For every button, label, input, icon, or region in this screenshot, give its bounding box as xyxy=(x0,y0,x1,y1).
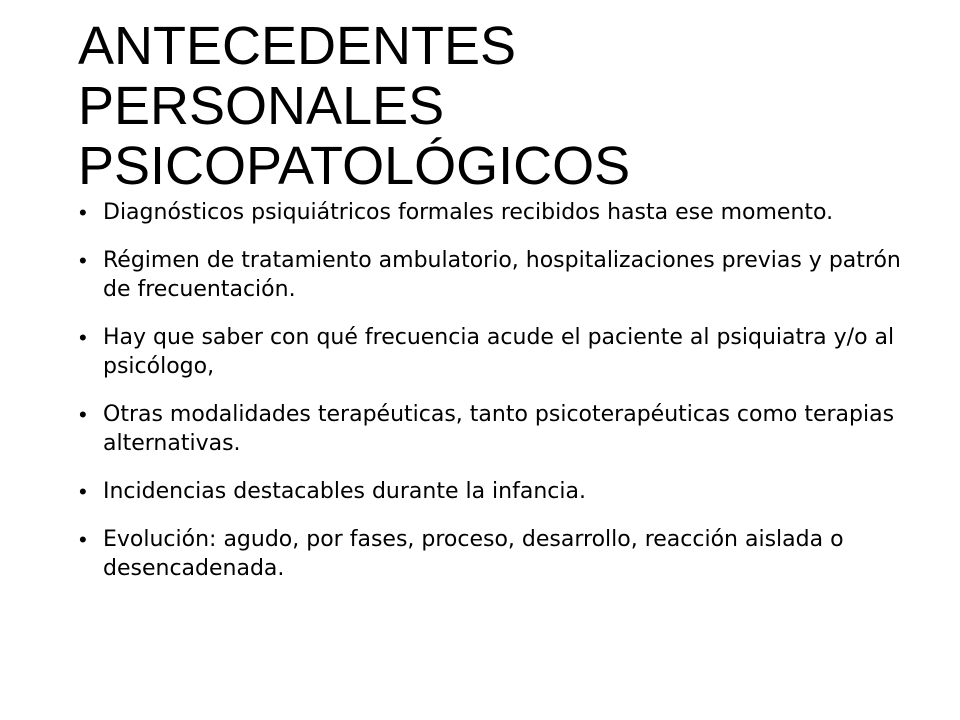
bullet-dot-icon: • xyxy=(79,527,87,552)
slide-title-line-3: PSICOPATOLÓGICOS xyxy=(78,136,631,196)
bullet-dot-icon: • xyxy=(79,479,87,504)
slide-title-line-1: ANTECEDENTES xyxy=(78,16,517,76)
slide-title-line-2: PERSONALES xyxy=(78,76,445,136)
bullet-text: Hay que saber con qué frecuencia acude el paciente al psiquiatra y/o al psicólogo, xyxy=(103,325,895,379)
bullet-item xyxy=(78,198,908,227)
bullet-text: Evolución: agudo, por fases, proceso, desarrollo, reacción aislada o desencadenada. xyxy=(103,527,844,581)
bullet-text: Otras modalidades terapéuticas, tanto psicoterapéuticas como terapias alternativas. xyxy=(103,402,895,456)
bullet-text: Incidencias destacables durante la infancia. xyxy=(103,479,586,504)
bullet-text: Diagnósticos psiquiátricos formales recibidos hasta ese momento. xyxy=(103,200,834,225)
bullet-item xyxy=(78,525,908,583)
bullet-item xyxy=(78,400,908,458)
bullet-text: Régimen de tratamiento ambulatorio, hospitalizaciones previas y patrón de frecuentación. xyxy=(103,248,901,302)
bullet-dot-icon: • xyxy=(79,325,87,350)
bullet-dot-icon: • xyxy=(79,200,87,225)
slide-title xyxy=(78,16,938,196)
bullet-dot-icon: • xyxy=(79,402,87,427)
bullet-item xyxy=(78,477,908,506)
bullet-dot-icon: • xyxy=(79,248,87,273)
bullet-list xyxy=(78,198,908,602)
bullet-item xyxy=(78,246,908,304)
bullet-item xyxy=(78,323,908,381)
